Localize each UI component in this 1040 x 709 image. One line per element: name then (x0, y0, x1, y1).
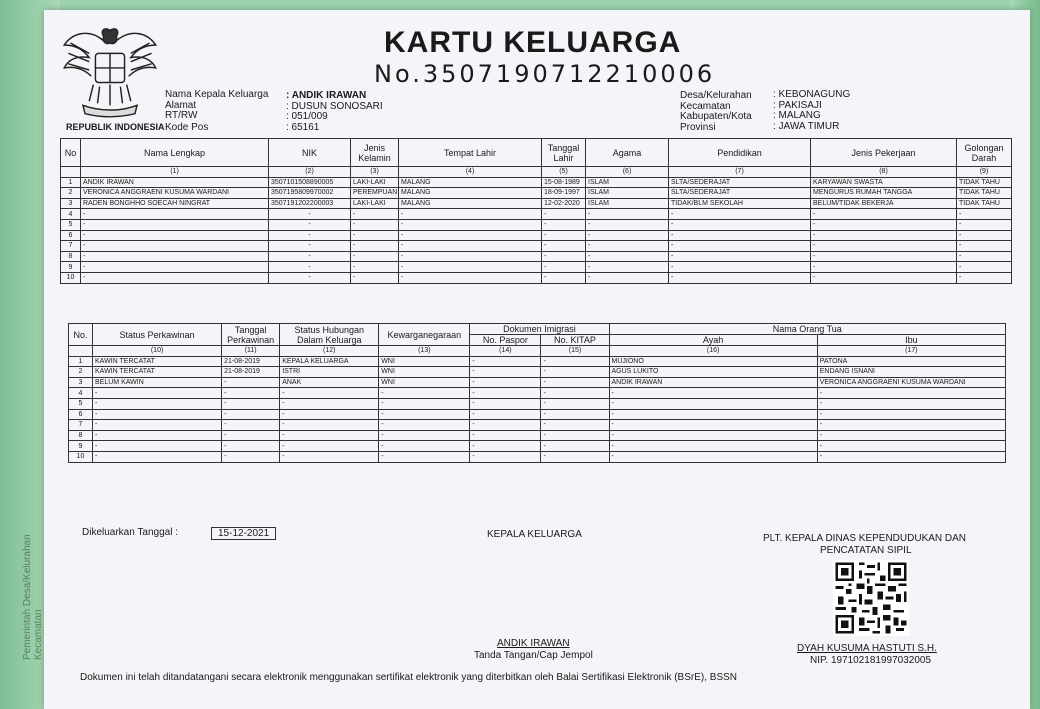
table-row (61, 262, 1012, 273)
code: (2) (269, 167, 351, 178)
table-cell: AGUS LUKITO (609, 367, 817, 378)
table-cell: VERONICA ANGGRAENI KUSUMA WARDANI (817, 377, 1005, 388)
th2-ayah: Ayah (609, 335, 817, 346)
table-cell: 9 (61, 262, 81, 273)
label-kecamatan: Kecamatan (680, 100, 731, 112)
code: (3) (351, 167, 399, 178)
label-desa: Desa/Kelurahan (680, 90, 752, 101)
table-cell: - (957, 241, 1012, 252)
code: (17) (817, 346, 1005, 357)
table-cell: 5 (69, 398, 93, 409)
table-row (69, 398, 1006, 409)
table-cell: - (379, 441, 470, 452)
table-row (69, 451, 1006, 462)
table-cell: - (541, 409, 609, 420)
table-cell: 4 (69, 388, 93, 399)
table-cell: KARYAWAN SWASTA (811, 177, 957, 188)
head-left-values (286, 91, 383, 133)
label-kodepos: Kode Pos (165, 121, 209, 133)
document-title: KARTU KELUARGA (384, 26, 682, 59)
table-cell: - (586, 272, 669, 283)
table-cell: 8 (69, 430, 93, 441)
table-cell: - (542, 272, 586, 283)
th-agama: Agama (586, 139, 669, 167)
th-tempat-lahir: Tempat Lahir (399, 139, 542, 167)
table-cell: LAKI-LAKI (351, 177, 399, 188)
table-cell: - (81, 251, 269, 262)
table-cell: 9 (69, 441, 93, 452)
table-cell: - (811, 251, 957, 262)
dinas-title-line2: PENCATATAN SIPIL (820, 545, 912, 556)
th2-dokumen: Dokumen Imigrasi (470, 324, 609, 335)
table-cell: ISLAM (586, 177, 669, 188)
th2-hubungan: Status Hubungan Dalam Keluarga (280, 324, 379, 346)
issued-label: Dikeluarkan Tanggal : (82, 527, 178, 538)
table-cell: - (669, 251, 811, 262)
table-cell: - (351, 262, 399, 273)
kepala-keluarga-sign-label: Tanda Tangan/Cap Jempol (474, 650, 593, 661)
table-cell: 3 (69, 377, 93, 388)
table-cell: - (957, 230, 1012, 241)
table-cell: - (379, 430, 470, 441)
code: (12) (280, 346, 379, 357)
table-cell: - (222, 409, 280, 420)
table-cell: 3507195809970002 (269, 188, 351, 199)
value-desa: : KEBONAGUNG (773, 89, 851, 100)
dinas-title-line1: PLT. KEPALA DINAS KEPENDUDUKAN DAN (763, 533, 967, 544)
th-nama: Nama Lengkap (81, 139, 269, 167)
table-cell: - (379, 388, 470, 399)
label-provinsi: Provinsi (680, 121, 716, 133)
table-cell: - (817, 451, 1005, 462)
table-cell: - (470, 388, 541, 399)
table-cell: - (541, 430, 609, 441)
code: (7) (669, 167, 811, 178)
table-cell: - (811, 219, 957, 230)
table-cell: KAWIN TERCATAT (93, 356, 222, 367)
table-cell: - (586, 251, 669, 262)
table-row (69, 441, 1006, 452)
table-cell: - (93, 441, 222, 452)
table-cell: ENDANG ISNANI (817, 367, 1005, 378)
code: (4) (399, 167, 542, 178)
table-cell: ANDIK IRAWAN (609, 377, 817, 388)
table-cell: - (269, 272, 351, 283)
table-cell: - (541, 420, 609, 431)
table-cell: - (379, 451, 470, 462)
table-cell: 7 (61, 241, 81, 252)
table-cell: PATONA (817, 356, 1005, 367)
table-row (69, 356, 1006, 367)
table-cell: WNI (379, 356, 470, 367)
table-cell: - (669, 230, 811, 241)
table-cell: - (93, 409, 222, 420)
table-cell: - (269, 219, 351, 230)
table-cell: - (609, 451, 817, 462)
table-cell: - (817, 398, 1005, 409)
table-cell: TIDAK TAHU (957, 177, 1012, 188)
table-cell: 10 (69, 451, 93, 462)
th-no: No (61, 139, 81, 167)
table-cell: - (269, 209, 351, 220)
table-cell: - (957, 272, 1012, 283)
table-cell: - (817, 388, 1005, 399)
table-cell: - (609, 441, 817, 452)
table-cell: - (470, 420, 541, 431)
table-cell: - (351, 209, 399, 220)
table-row (61, 251, 1012, 262)
table-cell: - (817, 441, 1005, 452)
table-cell: 21-08-2019 (222, 356, 280, 367)
table-cell: - (222, 377, 280, 388)
table-row (69, 377, 1006, 388)
table-cell: 2 (69, 367, 93, 378)
value-alamat: : DUSUN SONOSARI (286, 100, 383, 112)
table-cell: - (280, 451, 379, 462)
table-cell: - (379, 409, 470, 420)
table-cell: - (351, 251, 399, 262)
table-row (61, 209, 1012, 220)
table-row (61, 219, 1012, 230)
table-cell: - (586, 230, 669, 241)
table-cell: - (541, 441, 609, 452)
code: (8) (811, 167, 957, 178)
head-right-labels (680, 91, 752, 133)
th2-orangtua: Nama Orang Tua (609, 324, 1006, 335)
table-cell: TIDAK TAHU (957, 188, 1012, 199)
table-cell: - (542, 230, 586, 241)
table-cell: - (542, 262, 586, 273)
th-pekerjaan: Jenis Pekerjaan (811, 139, 957, 167)
table-cell: - (222, 430, 280, 441)
table-cell: - (470, 409, 541, 420)
code: (11) (222, 346, 280, 357)
table-cell: - (957, 219, 1012, 230)
table-cell: 4 (61, 209, 81, 220)
table-cell: - (542, 219, 586, 230)
table-cell: WNI (379, 377, 470, 388)
table-cell: - (470, 377, 541, 388)
table-cell: - (817, 409, 1005, 420)
table-cell: TIDAK/BLM SEKOLAH (669, 198, 811, 209)
table-cell: - (399, 209, 542, 220)
table-cell: - (541, 377, 609, 388)
table-cell: RADEN BONGHHO SOECAH NINGRAT (81, 198, 269, 209)
table-cell: ISLAM (586, 198, 669, 209)
table-row (69, 388, 1006, 399)
code: (13) (379, 346, 470, 357)
table-cell: - (81, 272, 269, 283)
table-cell: - (93, 451, 222, 462)
table-cell: - (269, 241, 351, 252)
qr-code-icon (828, 560, 914, 636)
table-cell: - (470, 367, 541, 378)
value-kecamatan: : PAKISAJI (773, 99, 822, 111)
table-cell: - (399, 272, 542, 283)
table-row (61, 188, 1012, 199)
issued-date: 15-12-2021 (211, 527, 276, 540)
table-cell: ANDIK IRAWAN (81, 177, 269, 188)
table-cell: - (542, 209, 586, 220)
th-golongan-darah: Golongan Darah (957, 139, 1012, 167)
table-cell: - (351, 272, 399, 283)
table-cell: - (379, 420, 470, 431)
label-rtrw: RT/RW (165, 110, 198, 121)
th2-kitap: No. KITAP (541, 335, 609, 346)
table-cell: - (93, 430, 222, 441)
table-cell: - (957, 251, 1012, 262)
table-row (69, 430, 1006, 441)
table-cell: - (811, 262, 957, 273)
official-name: DYAH KUSUMA HASTUTI S.H. (797, 643, 937, 654)
table-row (61, 198, 1012, 209)
garuda-emblem-icon (58, 18, 162, 122)
table-cell: - (669, 219, 811, 230)
code: (1) (81, 167, 269, 178)
table-cell: 8 (61, 251, 81, 262)
table-cell: - (93, 398, 222, 409)
table-cell: SLTA/SEDERAJAT (669, 188, 811, 199)
table-cell: - (811, 209, 957, 220)
table-cell: - (541, 398, 609, 409)
table-cell: - (81, 241, 269, 252)
table-row (69, 367, 1006, 378)
table-row (69, 409, 1006, 420)
table-cell: - (399, 219, 542, 230)
table-cell: - (222, 398, 280, 409)
table-cell: 7 (69, 420, 93, 431)
table-cell: - (93, 388, 222, 399)
th2-tanggal: Tanggal Perkawinan (222, 324, 280, 346)
table-cell: - (470, 398, 541, 409)
table-cell: 10 (61, 272, 81, 283)
table-cell: - (222, 451, 280, 462)
table-cell: - (81, 262, 269, 273)
table-cell: - (542, 251, 586, 262)
table-cell: MALANG (399, 198, 542, 209)
table-cell: WNI (379, 367, 470, 378)
th2-ibu: Ibu (817, 335, 1005, 346)
table-cell: - (399, 262, 542, 273)
table-cell: - (351, 219, 399, 230)
table-cell: - (81, 209, 269, 220)
table-cell: 15-08-1989 (542, 177, 586, 188)
table-cell: BELUM/TIDAK BEKERJA (811, 198, 957, 209)
value-provinsi: : JAWA TIMUR (773, 120, 840, 132)
code: (10) (93, 346, 222, 357)
side-stamp: Pemerintah Desa/Kelurahan Kecamatan (22, 534, 44, 660)
th-tanggal-lahir: Tanggal Lahir (542, 139, 586, 167)
table-cell: - (81, 230, 269, 241)
table-cell: - (586, 262, 669, 273)
disclaimer: Dokumen ini telah ditandatangani secara elektronik menggunakan sertifikat elektronik yang diterbitkan oleh Balai Sertifikasi Elektronik (BSrE), BSSN (80, 672, 738, 683)
table-cell: 5 (61, 219, 81, 230)
table-cell: - (957, 262, 1012, 273)
th2-status: Status Perkawinan (93, 324, 222, 346)
table-cell: 3 (61, 198, 81, 209)
table-cell: 18-09-1997 (542, 188, 586, 199)
kepala-keluarga-label: KEPALA KELUARGA (487, 529, 582, 540)
table-cell: LAKI-LAKI (351, 198, 399, 209)
code: (16) (609, 346, 817, 357)
table-cell: - (81, 219, 269, 230)
code: (14) (470, 346, 541, 357)
table-row (61, 241, 1012, 252)
value-rtrw: : 051/009 (286, 111, 328, 122)
code: (5) (542, 167, 586, 178)
table-cell: - (586, 219, 669, 230)
table-cell: - (280, 420, 379, 431)
table-cell: PEREMPUAN (351, 188, 399, 199)
table-cell: 1 (61, 177, 81, 188)
table-cell: - (379, 398, 470, 409)
table-cell: - (399, 230, 542, 241)
table-cell: - (669, 241, 811, 252)
label-alamat: Alamat (165, 99, 197, 111)
value-kabupaten: : MALANG (773, 110, 821, 121)
table-row (61, 177, 1012, 188)
table-cell: KAWIN TERCATAT (93, 367, 222, 378)
code: (15) (541, 346, 609, 357)
th2-kewarganegaraan: Kewarganegaraan (379, 324, 470, 346)
table-cell: - (351, 241, 399, 252)
table-cell: - (93, 420, 222, 431)
table-row (61, 272, 1012, 283)
table-cell: SLTA/SEDERAJAT (669, 177, 811, 188)
table-cell: - (957, 209, 1012, 220)
th-jenis-kelamin: Jenis Kelamin (351, 139, 399, 167)
table-cell: - (541, 356, 609, 367)
table-row (61, 230, 1012, 241)
official-nip: NIP. 197102181997032005 (810, 655, 932, 666)
table-cell: 6 (61, 230, 81, 241)
table-cell: - (541, 451, 609, 462)
table-cell: - (280, 388, 379, 399)
table-cell: - (280, 398, 379, 409)
table-cell: - (669, 262, 811, 273)
code-blank (61, 167, 81, 178)
table-cell: MENGURUS RUMAH TANGGA (811, 188, 957, 199)
value-kodepos: : 65161 (286, 121, 320, 133)
table-cell: MALANG (399, 177, 542, 188)
table-cell: - (609, 420, 817, 431)
table-cell: - (280, 409, 379, 420)
table-cell: 12-02-2020 (542, 198, 586, 209)
kepala-keluarga-name: ANDIK IRAWAN (497, 638, 570, 649)
table-cell: - (811, 272, 957, 283)
table-cell: - (470, 441, 541, 452)
table-cell: - (609, 409, 817, 420)
value-kepala: : ANDIK IRAWAN (286, 90, 367, 101)
head-left-labels (165, 90, 268, 133)
table-cell: - (541, 367, 609, 378)
code: (6) (586, 167, 669, 178)
table-cell: - (470, 356, 541, 367)
table-cell: MALANG (399, 188, 542, 199)
table-cell: 3507101508890005 (269, 177, 351, 188)
table-cell: - (269, 230, 351, 241)
code: (9) (957, 167, 1012, 178)
republik-label: REPUBLIK INDONESIA (66, 122, 165, 132)
table-cell: - (280, 441, 379, 452)
table-cell: 21-08-2019 (222, 367, 280, 378)
table-cell: ISTRI (280, 367, 379, 378)
th2-no: No. (69, 324, 93, 346)
table-cell: - (586, 241, 669, 252)
table-cell: - (586, 209, 669, 220)
table-cell: 3507191202200003 (269, 198, 351, 209)
marital-parents-table (68, 323, 1006, 463)
table-cell: - (811, 241, 957, 252)
table-cell: - (542, 241, 586, 252)
table-cell: MUJIONO (609, 356, 817, 367)
label-kabupaten: Kabupaten/Kota (680, 111, 752, 122)
table-cell: - (541, 388, 609, 399)
table-cell: 1 (69, 356, 93, 367)
table-cell: - (609, 398, 817, 409)
table-cell: - (222, 441, 280, 452)
table-cell: - (669, 272, 811, 283)
table-cell: - (609, 388, 817, 399)
table-cell: - (609, 430, 817, 441)
th2-paspor: No. Paspor (470, 335, 541, 346)
table-cell: - (470, 430, 541, 441)
kk-number: No.3507190712210006 (374, 60, 716, 88)
table-cell: KEPALA KELUARGA (280, 356, 379, 367)
table-cell: - (351, 230, 399, 241)
table-cell: - (222, 388, 280, 399)
table-cell: - (470, 451, 541, 462)
table-cell: - (669, 209, 811, 220)
table-cell: - (222, 420, 280, 431)
th-nik: NIK (269, 139, 351, 167)
head-right-values (773, 90, 850, 132)
table-cell: 2 (61, 188, 81, 199)
family-members-table (60, 138, 1012, 284)
table-cell: TIDAK TAHU (957, 198, 1012, 209)
table-cell: - (817, 420, 1005, 431)
table-cell: - (399, 241, 542, 252)
table-cell: - (817, 430, 1005, 441)
table-cell: - (280, 430, 379, 441)
table-cell: BELUM KAWIN (93, 377, 222, 388)
table-cell: ANAK (280, 377, 379, 388)
table-cell: VERONICA ANGGRAENI KUSUMA WARDANI (81, 188, 269, 199)
label-kepala: Nama Kepala Keluarga (165, 89, 269, 100)
table-cell: - (399, 251, 542, 262)
code-blank (69, 346, 93, 357)
table-cell: 6 (69, 409, 93, 420)
table-cell: - (811, 230, 957, 241)
table-cell: - (269, 251, 351, 262)
table-row (69, 420, 1006, 431)
table-cell: - (269, 262, 351, 273)
table-cell: ISLAM (586, 188, 669, 199)
th-pendidikan: Pendidikan (669, 139, 811, 167)
